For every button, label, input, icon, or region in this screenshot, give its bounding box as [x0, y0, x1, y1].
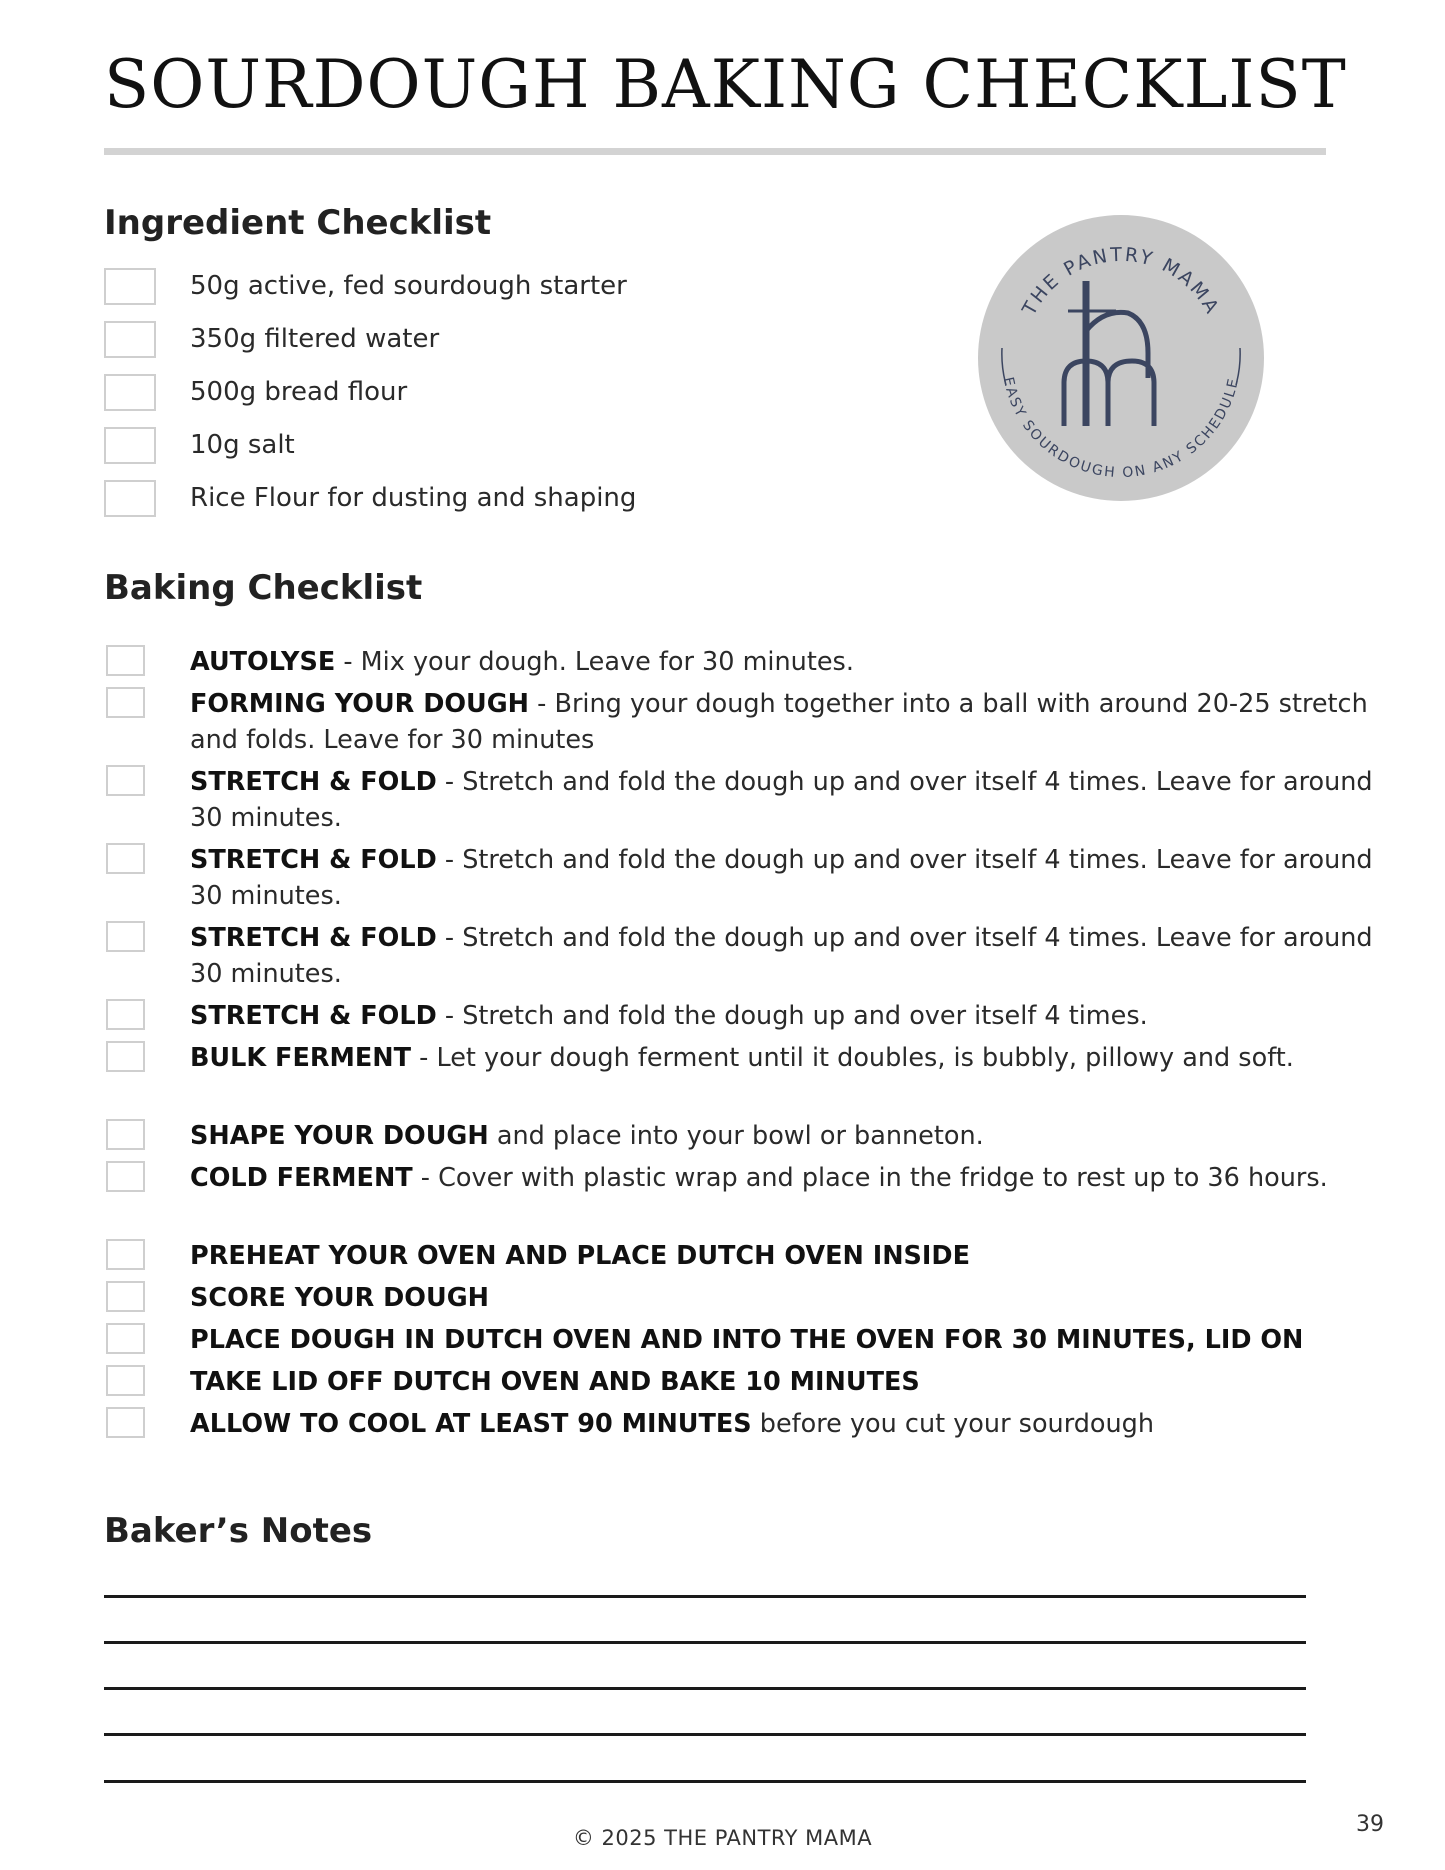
- bakers-notes-heading: Baker’s Notes: [104, 1511, 373, 1551]
- baking-step-title: FORMING YOUR DOUGH: [190, 689, 530, 719]
- baking-step-text: [190, 1160, 1400, 1196]
- ingredient-checkbox[interactable]: [104, 427, 156, 464]
- notes-writing-line[interactable]: [104, 1595, 1306, 1598]
- baking-step-checkbox[interactable]: [106, 1281, 145, 1312]
- ingredient-label: Rice Flour for dusting and shaping: [190, 483, 637, 513]
- notes-writing-line[interactable]: [104, 1733, 1306, 1736]
- baking-step-checkbox[interactable]: [106, 921, 145, 952]
- baking-step-text: [190, 1322, 1400, 1358]
- ingredient-checkbox[interactable]: [104, 321, 156, 358]
- baking-step-title: SHAPE YOUR DOUGH: [190, 1121, 489, 1151]
- ingredient-checklist-heading: Ingredient Checklist: [104, 203, 492, 243]
- baking-step-title: BULK FERMENT: [190, 1043, 412, 1073]
- baking-step-checkbox[interactable]: [106, 1323, 145, 1354]
- baking-step-title: STRETCH & FOLD: [190, 845, 437, 875]
- baking-step-checkbox[interactable]: [106, 645, 145, 676]
- logo-top-text: THE PANTRY MAMA: [1018, 243, 1224, 320]
- page-number: 39: [1356, 1812, 1384, 1837]
- baking-step-text: [190, 998, 1400, 1034]
- ingredient-label: 350g filtered water: [190, 324, 440, 354]
- baking-step-title: STRETCH & FOLD: [190, 923, 437, 953]
- baking-step-description: - Stretch and fold the dough up and over itself 4 times.: [436, 1001, 1148, 1031]
- baking-step-checkbox[interactable]: [106, 843, 145, 874]
- baking-step-description: - Cover with plastic wrap and place in the fridge to rest up to 36 hours.: [412, 1163, 1328, 1193]
- baking-step-description: - Bring your dough together into a ball with around 20-25 stretch and folds. Leave for 30 minutes: [190, 689, 1368, 755]
- baking-step-checkbox[interactable]: [106, 765, 145, 796]
- copyright-footer: © 2025 THE PANTRY MAMA: [572, 1826, 873, 1850]
- baking-step-description: - Stretch and fold the dough up and over itself 4 times. Leave for around 30 minutes.: [190, 923, 1373, 989]
- baking-step-checkbox[interactable]: [106, 1041, 145, 1072]
- baking-step-description: and place into your bowl or banneton.: [488, 1121, 984, 1151]
- baking-step-title: STRETCH & FOLD: [190, 1001, 437, 1031]
- baking-step-text: [190, 764, 1400, 836]
- page-title: SOURDOUGH BAKING CHECKLIST: [104, 46, 1347, 123]
- baking-step-checkbox[interactable]: [106, 1407, 145, 1438]
- baking-step-checkbox[interactable]: [106, 1239, 145, 1270]
- ingredient-checkbox[interactable]: [104, 480, 156, 517]
- baking-step-checkbox[interactable]: [106, 1161, 145, 1192]
- baking-step-text: [190, 1238, 1400, 1274]
- baking-step-description: before you cut your sourdough: [751, 1409, 1155, 1439]
- notes-writing-line[interactable]: [104, 1687, 1306, 1690]
- baking-checklist-heading: Baking Checklist: [104, 568, 423, 608]
- baking-step-description: - Let your dough ferment until it doubles, is bubbly, pillowy and soft.: [411, 1043, 1294, 1073]
- baking-step-description: - Mix your dough. Leave for 30 minutes.: [335, 647, 854, 677]
- baking-step-checkbox[interactable]: [106, 999, 145, 1030]
- ingredient-label: 50g active, fed sourdough starter: [190, 271, 627, 301]
- logo-bottom-text: EASY SOURDOUGH ON ANY SCHEDULE: [999, 375, 1243, 482]
- ingredient-label: 10g salt: [190, 430, 295, 460]
- baking-step-text: [190, 1118, 1400, 1154]
- notes-writing-line[interactable]: [104, 1780, 1306, 1783]
- baking-step-text: [190, 1280, 1400, 1316]
- baking-step-title: ALLOW TO COOL AT LEAST 90 MINUTES: [190, 1409, 752, 1439]
- title-underline: [104, 148, 1326, 155]
- baking-step-title: SCORE YOUR DOUGH: [190, 1283, 489, 1313]
- baking-step-checkbox[interactable]: [106, 687, 145, 718]
- baking-step-text: [190, 920, 1400, 992]
- baking-step-description: - Stretch and fold the dough up and over itself 4 times. Leave for around 30 minutes.: [190, 767, 1373, 833]
- pantry-mama-logo: [976, 213, 1266, 503]
- baking-step-text: [190, 686, 1400, 758]
- baking-step-title: AUTOLYSE: [190, 647, 336, 677]
- baking-step-text: [190, 1406, 1400, 1442]
- baking-step-text: [190, 644, 1400, 680]
- ingredient-checkbox[interactable]: [104, 374, 156, 411]
- baking-step-text: [190, 1040, 1400, 1076]
- baking-step-title: COLD FERMENT: [190, 1163, 413, 1193]
- ingredient-checkbox[interactable]: [104, 268, 156, 305]
- ingredient-label: 500g bread flour: [190, 377, 408, 407]
- baking-step-description: - Stretch and fold the dough up and over itself 4 times. Leave for around 30 minutes.: [190, 845, 1373, 911]
- baking-step-checkbox[interactable]: [106, 1365, 145, 1396]
- notes-writing-line[interactable]: [104, 1641, 1306, 1644]
- baking-step-title: TAKE LID OFF DUTCH OVEN AND BAKE 10 MINUTES: [190, 1367, 920, 1397]
- baking-step-checkbox[interactable]: [106, 1119, 145, 1150]
- baking-step-title: PREHEAT YOUR OVEN AND PLACE DUTCH OVEN INSIDE: [190, 1241, 970, 1271]
- baking-step-text: [190, 1364, 1400, 1400]
- baking-step-title: STRETCH & FOLD: [190, 767, 437, 797]
- baking-step-title: PLACE DOUGH IN DUTCH OVEN AND INTO THE OVEN FOR 30 MINUTES, LID ON: [190, 1325, 1304, 1355]
- baking-step-text: [190, 842, 1400, 914]
